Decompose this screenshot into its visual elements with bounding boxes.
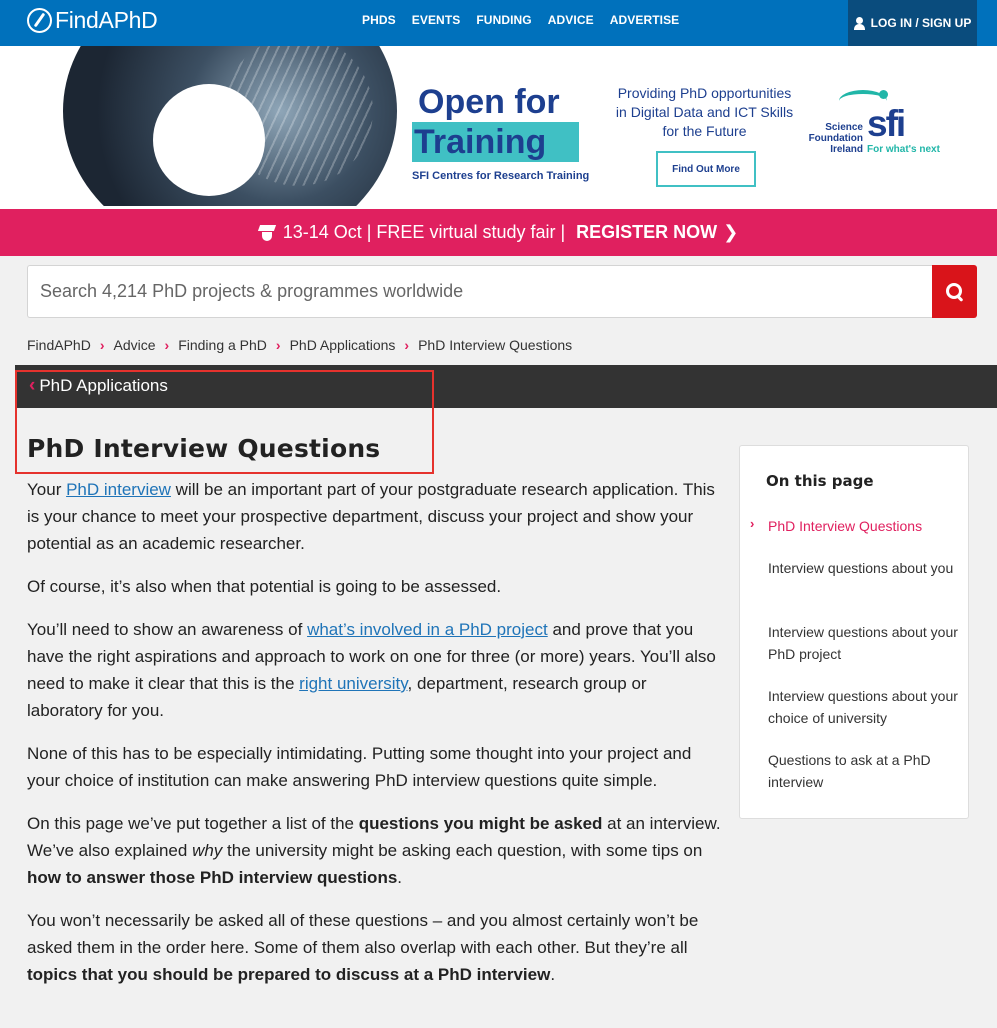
- study-fair-promo-bar[interactable]: [0, 209, 997, 256]
- findaphd-logo[interactable]: [27, 7, 157, 34]
- banner-headline-line-1: Open for: [418, 83, 560, 121]
- nav-link-advice[interactable]: ADVICE: [547, 13, 594, 27]
- breadcrumb-separator-icon: ›: [99, 337, 105, 353]
- toc-item-questions-about-university[interactable]: Interview questions about your choice of university: [768, 688, 958, 726]
- user-icon: [854, 17, 865, 30]
- whats-involved-link[interactable]: what’s involved in a PhD project: [307, 620, 548, 639]
- article-paragraph-4: None of this has to be especially intimidating. Putting some thought into your project and your choice of institution can make answering PhD interview questions quite simple.: [27, 744, 692, 790]
- article-body: [27, 476, 722, 1004]
- back-to-phd-applications-link[interactable]: [29, 375, 168, 397]
- article-paragraph-5: [27, 810, 722, 891]
- banner-headline-line-2: Training: [412, 122, 579, 162]
- article-paragraph-1: [27, 476, 722, 557]
- banner-photo-blank-circle: [153, 84, 265, 196]
- sfi-banner-ad[interactable]: [27, 46, 977, 206]
- banner-subtitle: SFI Centres for Research Training: [412, 170, 590, 182]
- breadcrumb-current-page: PhD Interview Questions: [418, 337, 573, 353]
- breadcrumb-advice[interactable]: Advice: [113, 337, 156, 353]
- login-signup-button[interactable]: [848, 0, 977, 46]
- breadcrumb-separator-icon: ›: [275, 337, 281, 353]
- text-run: will be an important part of your postgraduate research application. This is your chance to meet your prospective department, discuss your project and show your potential as an academic researcher.: [27, 480, 715, 553]
- toc-item-phd-interview-questions[interactable]: PhD Interview Questions: [768, 518, 923, 534]
- text-run: On this page we’ve put together a list of the: [27, 814, 359, 833]
- nav-link-advertise[interactable]: ADVERTISE: [609, 13, 680, 27]
- chevron-right-icon: ›: [750, 516, 755, 531]
- banner-headline: [414, 82, 579, 162]
- compass-icon: [27, 8, 52, 33]
- breadcrumb-findaphd[interactable]: FindAPhD: [27, 337, 91, 353]
- italic-text: why: [192, 841, 223, 860]
- bold-text: how to answer those PhD interview questions: [27, 868, 398, 887]
- text-run: Your: [27, 480, 67, 499]
- page-title: PhD Interview Questions: [27, 434, 381, 463]
- on-this-page-panel: [739, 445, 969, 819]
- article-paragraph-2: Of course, it’s also when that potential is going to be assessed.: [27, 577, 502, 596]
- article-paragraph-3: [27, 616, 722, 724]
- text-run: .: [550, 965, 556, 984]
- breadcrumb-separator-icon: ›: [164, 337, 170, 353]
- banner-robot-photo: [63, 46, 397, 206]
- toc-heading: On this page: [766, 472, 874, 490]
- banner-tagline: Providing PhD opportunities in Digital Data and ICT Skills for the Future: [615, 85, 794, 139]
- search-placeholder: Search 4,214 PhD projects & programmes worldwide: [40, 281, 464, 301]
- register-now-link[interactable]: REGISTER NOW: [576, 222, 718, 242]
- toc-item-questions-to-ask[interactable]: Questions to ask at a PhD interview: [768, 752, 931, 790]
- graduation-cap-icon: [259, 225, 275, 241]
- find-out-more-button[interactable]: Find Out More: [656, 151, 756, 187]
- login-label: LOG IN / SIGN UP: [870, 16, 972, 30]
- nav-link-funding[interactable]: FUNDING: [476, 13, 532, 27]
- top-navigation-bar: [0, 0, 997, 46]
- section-subnav-bar: [15, 365, 997, 408]
- right-university-link[interactable]: right university: [299, 674, 408, 693]
- text-run: You’ll need to show an awareness of: [27, 620, 308, 639]
- breadcrumb: [27, 337, 572, 353]
- text-run: the university might be asking each question, with some tips on: [222, 841, 703, 860]
- sfi-slogan: For what's next: [867, 144, 940, 155]
- breadcrumb-finding-a-phd[interactable]: Finding a PhD: [178, 337, 267, 353]
- search-input[interactable]: [27, 265, 932, 318]
- phd-interview-link[interactable]: PhD interview: [66, 480, 171, 499]
- chevron-left-icon: ‹: [29, 375, 36, 396]
- text-run: and prove that you have the right aspirations and approach to work on one for three (or more) years. You’ll also need to make it clear that this is the: [27, 620, 716, 693]
- sfi-logo-mark: sfi: [867, 103, 905, 144]
- back-link-label: PhD Applications: [39, 376, 168, 395]
- bold-text: questions you might be asked: [358, 814, 603, 833]
- promo-text: 13-14 Oct | FREE virtual study fair |: [282, 222, 571, 242]
- logo-text: FindAPhD: [55, 7, 158, 33]
- sfi-organisation-name: Science Foundation Ireland: [808, 122, 863, 155]
- toc-item-questions-about-project[interactable]: Interview questions about your PhD project: [768, 624, 958, 662]
- breadcrumb-phd-applications[interactable]: PhD Applications: [289, 337, 396, 353]
- toc-item-questions-about-you[interactable]: Interview questions about you: [768, 560, 954, 576]
- breadcrumb-separator-icon: ›: [404, 337, 410, 353]
- text-run: .: [397, 868, 403, 887]
- article-paragraph-6: [27, 907, 722, 988]
- text-run: , department, research group or laboratory for you.: [27, 674, 647, 720]
- nav-link-events[interactable]: EVENTS: [411, 13, 461, 27]
- search-button[interactable]: [932, 265, 977, 318]
- nav-link-phds[interactable]: PHDS: [362, 13, 396, 27]
- bold-text: topics that you should be prepared to discuss at a PhD interview: [27, 965, 551, 984]
- main-nav-links: [362, 13, 679, 27]
- chevron-right-icon: ❯: [723, 222, 739, 242]
- sfi-logo-dot: [879, 90, 888, 99]
- search-icon: [946, 283, 964, 301]
- text-run: at an interview. We’ve also explained: [27, 814, 721, 860]
- text-run: You won’t necessarily be asked all of these questions – and you almost certainly won’t be asked them in the order here. Some of them also overlap with each other. But they’re all: [27, 911, 699, 957]
